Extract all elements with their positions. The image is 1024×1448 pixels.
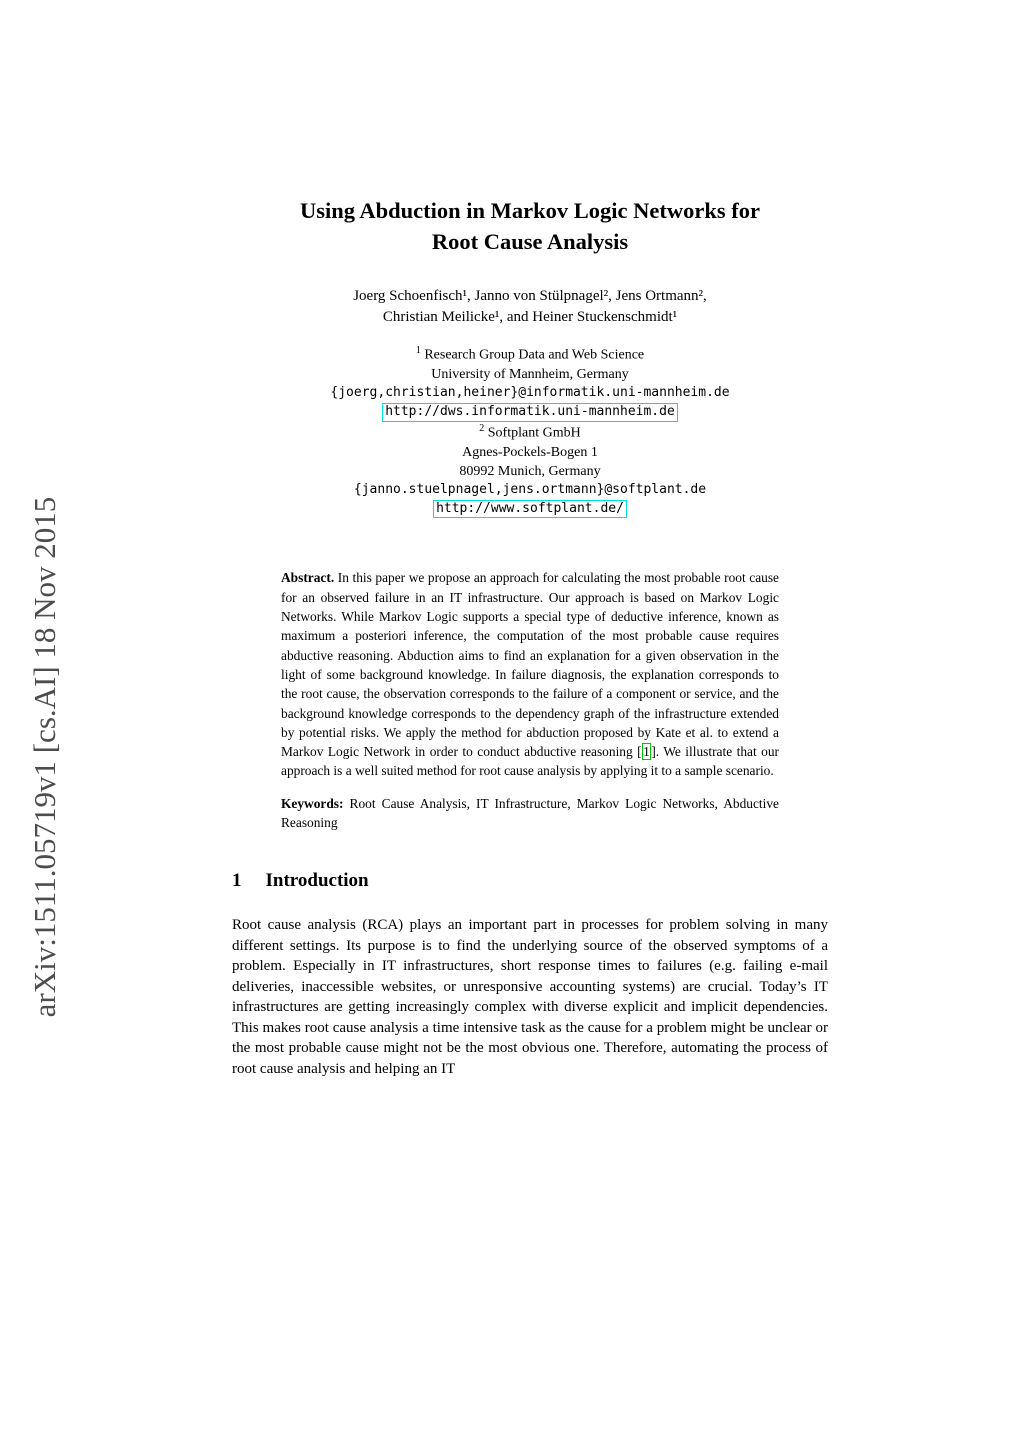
section-1-title: Introduction <box>265 870 369 892</box>
section-1-number: 1 <box>232 870 242 892</box>
affiliation-1-name-line <box>232 344 828 365</box>
affiliation-2-email: {janno.stuelpnagel,jens.ortmann}@softplant.de <box>353 482 707 498</box>
affiliation-2-address: Agnes-Pockels-Bogen 1 <box>462 444 598 460</box>
title-line-2: Root Cause Analysis <box>431 229 629 255</box>
section-1-heading <box>232 870 828 893</box>
abstract-paragraph <box>281 568 779 780</box>
affiliation-2-url-line <box>232 499 828 518</box>
citation-bracket-open: [ <box>637 744 642 760</box>
affiliation-2-name-line <box>232 422 828 443</box>
authors-line-2: Christian Meilicke¹, and Heiner Stuckenschmidt¹ <box>382 309 678 326</box>
affiliation-1-university: University of Mannheim, Germany <box>431 367 629 383</box>
keywords-text: Root Cause Analysis, IT Infrastructure, Markov Logic Networks, Abductive Reasoning <box>281 795 779 831</box>
citation-bracket-close: ] <box>651 744 656 760</box>
citation-1-link[interactable]: 1 <box>643 744 650 760</box>
arxiv-watermark: arXiv:1511.05719v1 [cs.AI] 18 Nov 2015 <box>27 496 62 1018</box>
affiliation-1-email: {joerg,christian,heiner}@informatik.uni-mannheim.de <box>330 385 730 401</box>
affiliation-2-marker: 2 <box>479 422 485 434</box>
affiliation-1-name: Research Group Data and Web Science <box>424 347 645 363</box>
abstract-label: Abstract. <box>281 570 335 586</box>
authors-block <box>232 286 828 328</box>
keywords-label: Keywords: <box>281 795 344 811</box>
affiliation-2-name: Softplant GmbH <box>487 425 581 441</box>
intro-paragraph: Root cause analysis (RCA) plays an important part in processes for problem solving in many different settings. Its purpose is to find the underlying source of the observed symptoms of a problem. Especially in IT infrastructures, short response times to failures (e.g. failing e-mail deliveries, inaccessible websites, or unresponsive accounting systems) are crucial. Today’s IT infrastructures are getting increasingly complex with diverse explicit and implicit dependencies. This makes root cause analysis a time intensive task as the cause for a problem might be unclear or the most probable cause might not be the most obvious one. Therefore, automating the process of root cause analysis and helping an IT <box>232 917 828 1077</box>
title-line-1: Using Abduction in Markov Logic Networks for <box>299 198 761 223</box>
paper-content <box>232 0 828 1080</box>
authors-line-1: Joerg Schoenfisch¹, Janno von Stülpnagel², Jens Ortmann², <box>353 288 707 305</box>
affiliation-1-marker: 1 <box>415 345 421 357</box>
affiliation-1-url-link[interactable]: http://dws.informatik.uni-mannheim.de <box>382 403 678 421</box>
affiliation-2-url-link[interactable]: http://www.softplant.de/ <box>433 500 627 518</box>
affiliation-2-city: 80992 Munich, Germany <box>459 463 601 479</box>
affiliations-block <box>232 344 828 518</box>
abstract-text-after-citation: . We illustrate that our approach is a well suited method for root cause analysis by applying it to a sample scenario. <box>281 744 779 779</box>
affiliation-1-url-line <box>232 402 828 421</box>
paper-title <box>232 195 828 257</box>
abstract-text-before-citation: In this paper we propose an approach for calculating the most probable root cause for an observed failure in an IT infrastructure. Our approach is based on Markov Logic Networks. While Markov Logic supports a special type of deductive inference, known as maximum a posteriori inference, the computation of the most probable cause requires abductive reasoning. Abduction aims to find an explanation for a given observation in the light of some background knowledge. In failure diagnosis, the explanation corresponds to the root cause, the observation corresponds to the failure of a component or service, and the background knowledge corresponds to the dependency graph of the infrastructure extended by potential risks. We apply the method for abduction proposed by Kate et al. to extend a Markov Logic Network in order to conduct abductive reasoning <box>281 570 779 760</box>
keywords-paragraph <box>281 794 779 833</box>
